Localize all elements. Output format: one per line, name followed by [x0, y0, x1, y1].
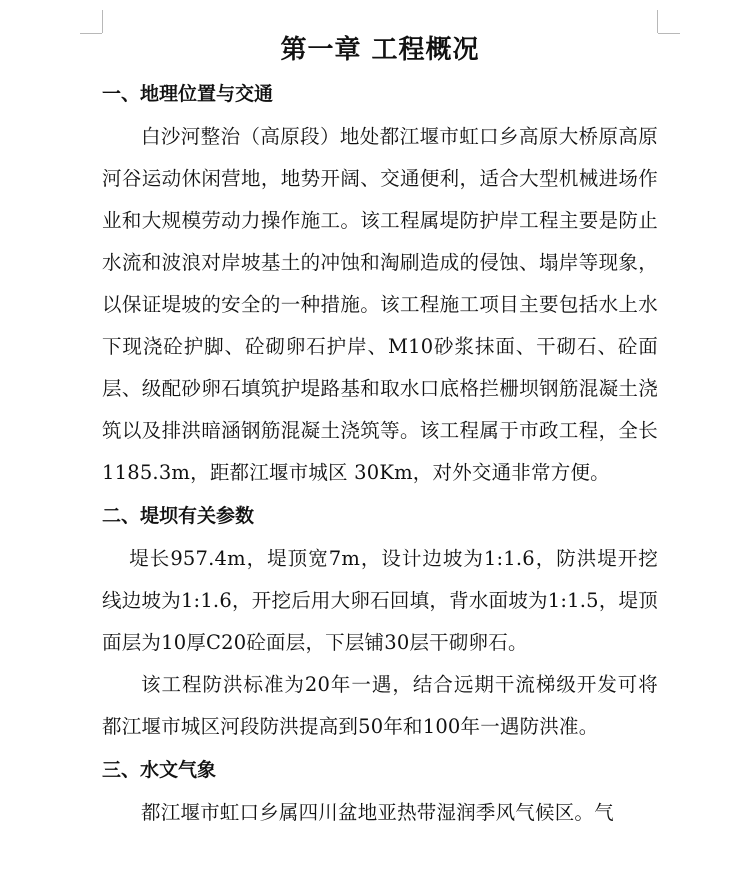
section-heading-dike-params: 二、堤坝有关参数: [102, 505, 255, 527]
paragraph-location: 白沙河整治（高原段）地处都江堰市虹口乡高原大桥原高原河谷运动休闲营地，地势开阔、交通便利，适合大型机械进场作业和大规模劳动力操作施工。该工程属堤防护岸工程主要是防止水流和波浪对岸坡基土的冲蚀和淘刷造成的侵蚀、塌岸等现象，以保证堤坡的安全的一种措施。该工程施工项目主要包括水上水下现浇砼护脚、砼砌卵石护岸、M10砂浆抹面、干砌石、砼面层、级配砂卵石填筑护堤路基和取水口底格拦栅坝钢筋混凝土浇筑以及排洪暗涵钢筋混凝土浇筑等。该工程属于市政工程，全长 1185.3m，距都江堰市城区 30Km，对外交通非常方便。: [102, 125, 658, 484]
chapter-title: 第一章 工程概况: [280, 35, 480, 65]
paragraph-flood-standard: 该工程防洪标准为20年一遇，结合远期干流梯级开发可将都江堰市城区河段防洪提高到50年和100年一遇防洪准。: [102, 673, 658, 738]
document-page: [102, 30, 658, 834]
page-corner-mark-top-left: [80, 33, 102, 34]
page-corner-mark-top-right: [658, 33, 680, 34]
paragraph-hydrology: 都江堰市虹口乡属四川盆地亚热带湿润季风气候区。气: [141, 801, 614, 824]
section-heading-location: 一、地理位置与交通: [102, 83, 274, 105]
section-heading-hydrology: 三、水文气象: [102, 759, 217, 781]
paragraph-dike-params: 堤长957.4m，堤顶宽7m，设计边坡为1:1.6，防洪堤开挖线边坡为1:1.6，开挖后用大卵石回填，背水面坡为1:1.5，堤顶面层为10厚C20砼面层，下层铺30层干砌卵石。: [102, 547, 658, 654]
